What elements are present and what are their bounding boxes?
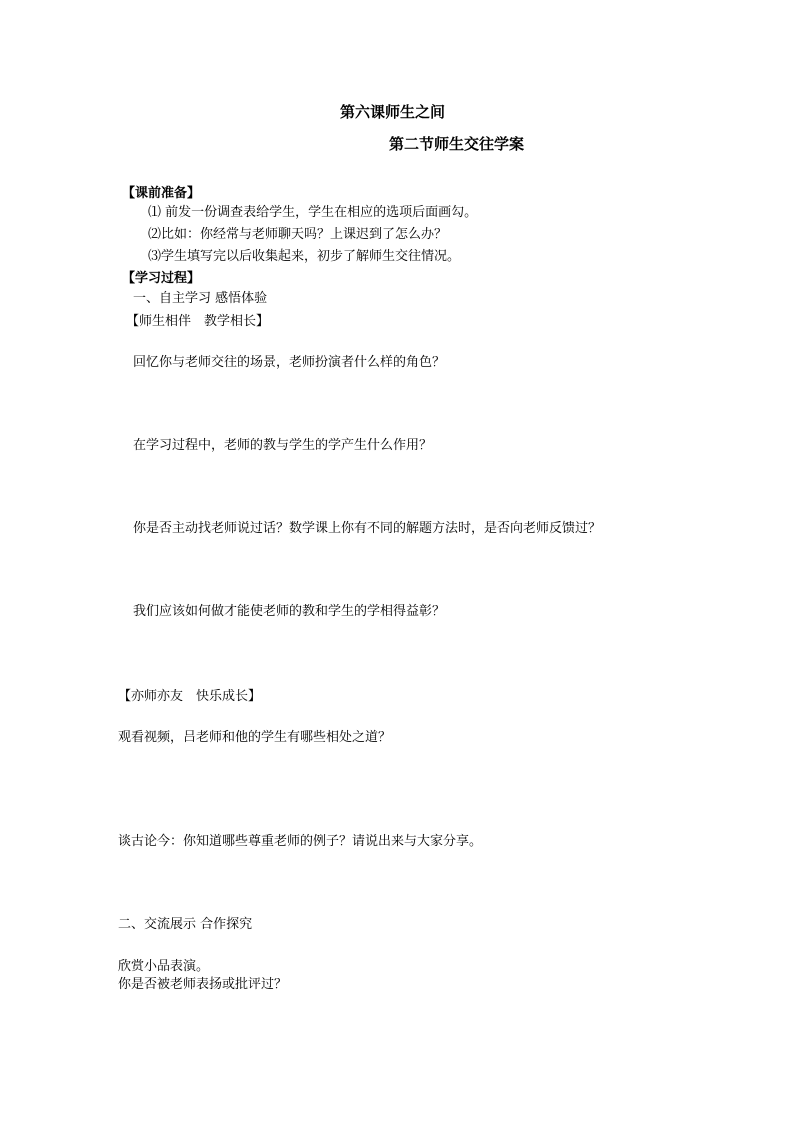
sub1-heading: 【师生相伴 教学相长】 [126, 314, 270, 329]
sub2-question-1: 观看视频，吕老师和他的学生有哪些相处之道？ [118, 730, 392, 745]
sub1-question-4: 我们应该如何做才能使老师的教和学生的学相得益彰？ [133, 604, 446, 619]
prep-item-1: ⑴ 前发一份调查表给学生，学生在相应的选项后面画勾。 [148, 205, 478, 220]
part2-title: 二、交流展示 合作探究 [118, 917, 253, 932]
part2-line-1: 欣赏小品表演。 [118, 959, 210, 974]
prep-heading: 【课前准备】 [122, 186, 201, 201]
part1-title: 一、自主学习 感悟体验 [133, 291, 268, 306]
page-subtitle: 第二节师生交往学案 [389, 135, 525, 153]
sub2-question-2: 谈古论今：你知道哪些尊重老师的例子？请说出来与大家分享。 [118, 834, 483, 849]
process-heading: 【学习过程】 [122, 271, 201, 286]
sub2-heading: 【亦师亦友 快乐成长】 [118, 689, 262, 704]
prep-item-2: ⑵比如：你经常与老师聊天吗？上课迟到了怎么办？ [148, 227, 448, 242]
sub1-question-1: 回忆你与老师交往的场景，老师扮演者什么样的角色？ [133, 355, 446, 370]
part2-line-2: 你是否被老师表扬或批评过？ [118, 977, 288, 992]
sub1-question-3: 你是否主动找老师说过话？数学课上你有不同的解题方法时，是否向老师反馈过？ [133, 521, 602, 536]
sub1-question-2: 在学习过程中，老师的教与学生的学产生什么作用？ [133, 438, 433, 453]
prep-item-3: ⑶学生填写完以后收集起来，初步了解师生交往情况。 [148, 249, 461, 264]
page-title: 第六课师生之间 [340, 103, 446, 121]
